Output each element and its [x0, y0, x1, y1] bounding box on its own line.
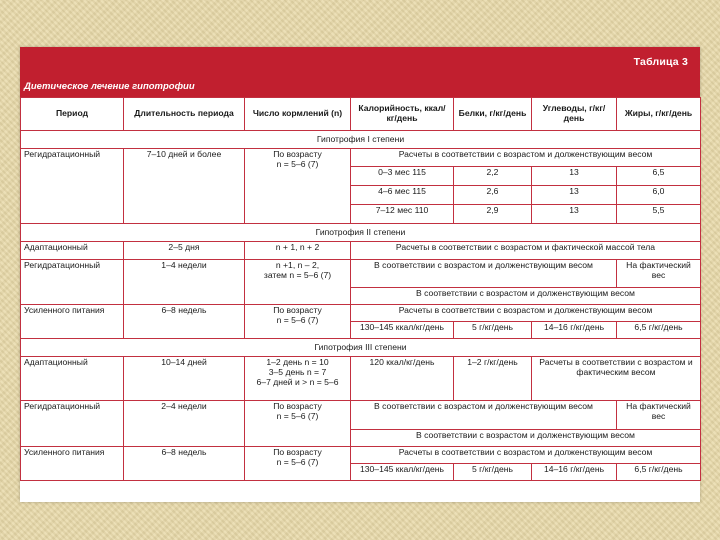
- calories-cell: 4–6 мес 115: [351, 186, 454, 205]
- fat-cell: 6,0: [617, 186, 701, 205]
- calories-cell: 120 ккал/кг/день: [351, 357, 454, 401]
- col-header-period: Период: [21, 98, 124, 131]
- calculation-cell: В соответствии с возрастом и долженствующим весом: [351, 260, 617, 288]
- table-row: [21, 305, 701, 322]
- col-header-fat: Жиры, г/кг/день: [617, 98, 701, 131]
- duration-cell: 2–4 недели: [124, 401, 245, 447]
- calculation-cell: Расчеты в соответствии с возрастом и долженствующим весом: [351, 305, 701, 322]
- section-title-s2: Гипотрофия II степени: [21, 224, 701, 242]
- col-header-protein: Белки, г/кг/день: [454, 98, 532, 131]
- fat-cell: На фактический вес: [617, 260, 701, 288]
- feedings-line: 3–5 день n = 7: [268, 366, 327, 377]
- feedings-line: n = 5–6 (7): [276, 456, 319, 467]
- calculation-cell: В соответствии с возрастом и долженствующим весом: [351, 288, 701, 305]
- feedings-line: 1–2 день n = 10: [266, 357, 329, 367]
- carbs-cell: 14–16 г/кг/день: [532, 464, 617, 481]
- protein-cell: 5 г/кг/день: [454, 464, 532, 481]
- diet-treatment-table: [20, 97, 701, 481]
- feedings-cell: n + 1, n + 2: [245, 242, 351, 260]
- duration-cell: 7–10 дней и более: [124, 149, 245, 224]
- duration-cell: 6–8 недель: [124, 305, 245, 339]
- fat-cell: 6,5 г/кг/день: [617, 464, 701, 481]
- feedings-line: По возрасту: [273, 447, 322, 457]
- calculation-cell: В соответствии с возрастом и долженствующим весом: [351, 401, 617, 430]
- protein-cell: 5 г/кг/день: [454, 322, 532, 339]
- feedings-cell: [245, 149, 351, 224]
- section-row: [21, 224, 701, 242]
- fat-cell: На фактический вес: [617, 401, 701, 430]
- period-cell: Регидратационный: [21, 149, 124, 224]
- table-title: Диетическое лечение гипотрофии: [24, 81, 195, 92]
- period-cell: Регидратационный: [21, 260, 124, 305]
- calories-cell: 7–12 мес 110: [351, 205, 454, 224]
- fat-cell: 6,5 г/кг/день: [617, 322, 701, 339]
- calories-cell: 130–145 ккал/кг/день: [351, 322, 454, 339]
- section-row: [21, 339, 701, 357]
- carbs-cell: 13: [532, 186, 617, 205]
- calories-cell: 0–3 мес 115: [351, 167, 454, 186]
- calories-cell: 130–145 ккал/кг/день: [351, 464, 454, 481]
- section-title-s1: Гипотрофия I степени: [21, 131, 701, 149]
- protein-cell: 2,6: [454, 186, 532, 205]
- section-row: [21, 131, 701, 149]
- carbs-cell: 14–16 г/кг/день: [532, 322, 617, 339]
- duration-cell: 10–14 дней: [124, 357, 245, 401]
- protein-cell: 2,2: [454, 167, 532, 186]
- feedings-cell: [245, 447, 351, 481]
- calculation-cell: Расчеты в соответствии с возрастом и долженствующим весом: [351, 447, 701, 464]
- table-row: [21, 149, 701, 167]
- table-number-label: Таблица 3: [633, 56, 688, 68]
- duration-cell: 1–4 недели: [124, 260, 245, 305]
- feedings-cell: [245, 305, 351, 339]
- feedings-line: n = 5–6 (7): [276, 158, 319, 169]
- feedings-line: По возрасту: [273, 149, 322, 159]
- feedings-line: По возрасту: [273, 305, 322, 315]
- protein-cell: 1–2 г/кг/день: [454, 357, 532, 401]
- calculation-cell: Расчеты в соответствии с возрастом и фактическим весом: [532, 357, 701, 401]
- slide-table-card: [20, 47, 700, 502]
- feedings-cell: [245, 260, 351, 305]
- period-cell: Адаптационный: [21, 357, 124, 401]
- period-cell: Адаптационный: [21, 242, 124, 260]
- feedings-line: затем n = 5–6 (7): [263, 269, 332, 280]
- table-row: [21, 401, 701, 430]
- col-header-calories: Калорийность, ккал/ кг/день: [351, 98, 454, 131]
- feedings-line: n = 5–6 (7): [276, 314, 319, 325]
- duration-cell: 6–8 недель: [124, 447, 245, 481]
- fat-cell: 5,5: [617, 205, 701, 224]
- table-row: [21, 357, 701, 401]
- table-row: [21, 447, 701, 464]
- table-header-banner: [20, 47, 700, 97]
- feedings-line: n +1, n – 2,: [275, 260, 320, 270]
- col-header-duration: Длительность периода: [124, 98, 245, 131]
- table-header-row: [21, 98, 701, 131]
- carbs-cell: 13: [532, 205, 617, 224]
- calculation-cell: Расчеты в соответствии с возрастом и долженствующим весом: [351, 149, 701, 167]
- table-row: [21, 260, 701, 288]
- feedings-cell: [245, 401, 351, 447]
- section-title-s3: Гипотрофия III степени: [21, 339, 701, 357]
- fat-cell: 6,5: [617, 167, 701, 186]
- period-cell: Регидратационный: [21, 401, 124, 447]
- table-row: [21, 242, 701, 260]
- period-cell: Усиленного питания: [21, 305, 124, 339]
- duration-cell: 2–5 дня: [124, 242, 245, 260]
- protein-cell: 2,9: [454, 205, 532, 224]
- col-header-carbs: Углеводы, г/кг/день: [532, 98, 617, 131]
- feedings-line: По возрасту: [273, 401, 322, 411]
- col-header-feedings: Число кормлений (n): [245, 98, 351, 131]
- feedings-line: 6–7 дней и > n = 5–6: [256, 376, 339, 387]
- calculation-cell: В соответствии с возрастом и долженствующим весом: [351, 430, 701, 447]
- feedings-line: n = 5–6 (7): [276, 410, 319, 421]
- feedings-cell: [245, 357, 351, 401]
- period-cell: Усиленного питания: [21, 447, 124, 481]
- calculation-cell: Расчеты в соответствии с возрастом и фактической массой тела: [351, 242, 701, 260]
- carbs-cell: 13: [532, 167, 617, 186]
